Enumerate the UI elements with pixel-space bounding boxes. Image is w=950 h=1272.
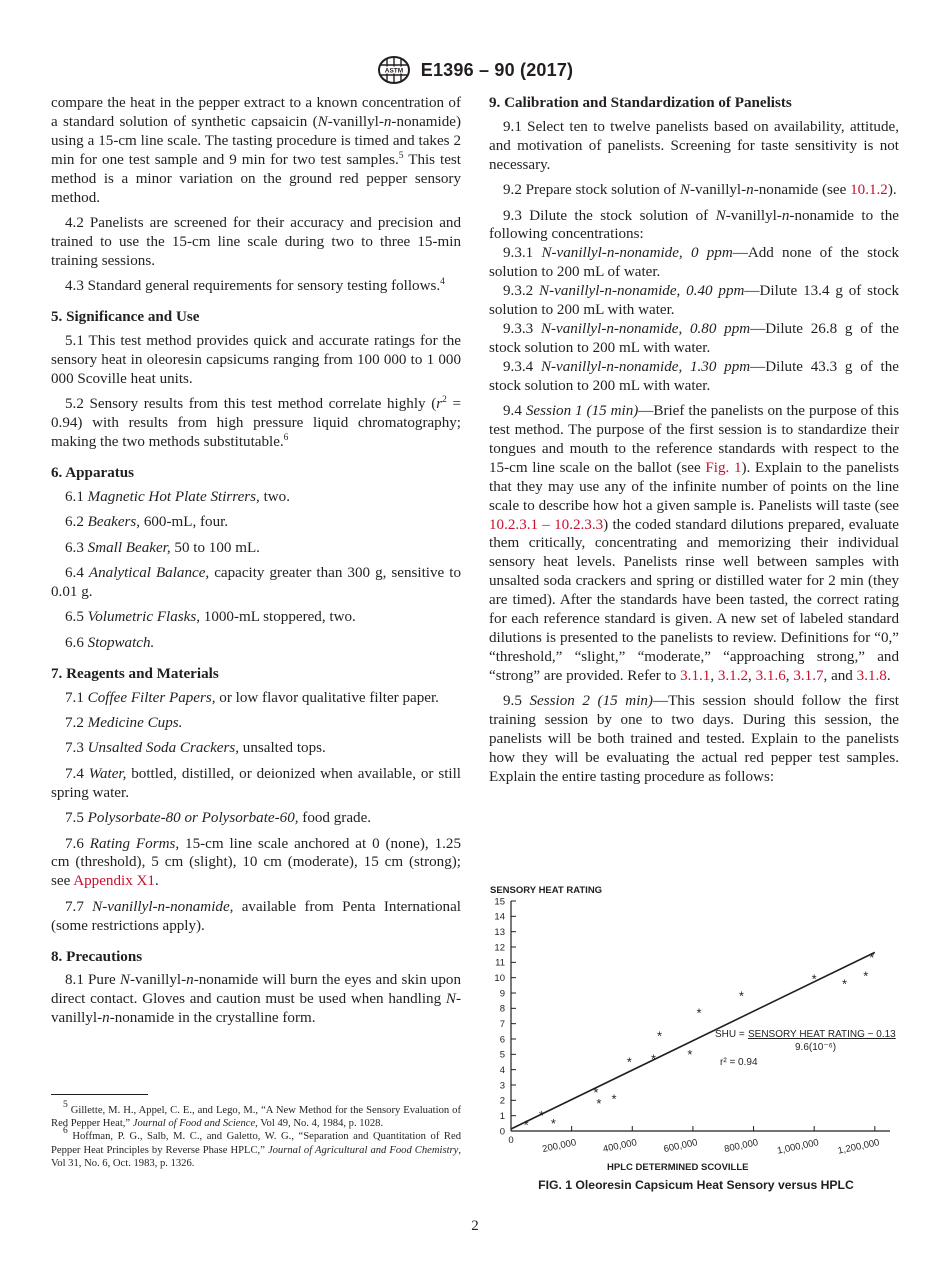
r-squared-label: r² = 0.94 — [720, 1057, 758, 1068]
ref-10-1-2-link[interactable]: 10.1.2 — [850, 182, 888, 199]
data-point: * — [657, 1028, 663, 1044]
y-tick-label: 11 — [495, 957, 505, 969]
reagent-item: 7.1 Coffee Filter Papers, or low flavor qualitative filter paper. — [65, 689, 439, 706]
paragraph-9-1: 9.1 Select ten to twelve panelists based on availability, attitude, and motivation of panelists. Screening for taste sensitivity is not necessary. — [489, 118, 899, 173]
paragraph-5-1: 5.1 This test method provides quick and accurate ratings for the sensory heat in oleoresin capsicums ranging from 100 000 to 1 000 000 Scoville heat units. — [51, 332, 461, 387]
y-tick-label: 6 — [499, 1034, 505, 1046]
reagent-item: 7.5 Polysorbate-80 or Polysorbate-60, food grade. — [65, 810, 372, 827]
data-point: * — [841, 976, 848, 992]
x-axis-label: HPLC DETERMINED SCOVILLE — [607, 1162, 749, 1173]
paragraph-4-2: 4.2 Panelists are screened for their accuracy and precision and trained to use the 15-cm line scale during two to three 15-min training sessions. — [51, 214, 461, 269]
x-tick-label: 600,000 — [662, 1137, 699, 1156]
figure-1-chart — [490, 880, 910, 1190]
apparatus-item: 6.6 Stopwatch. — [65, 634, 155, 651]
paragraph-9-3: 9.3 Dilute the stock solution of N-vanillyl-n-nonamide to the following concentrations: — [489, 207, 899, 243]
x-tick-label: 0 — [508, 1135, 514, 1146]
data-point: * — [869, 950, 875, 966]
paragraph-8-1: 8.1 Pure N-vanillyl-n-nonamide will burn the eyes and skin upon direct contact. Gloves and caution must be used when handling N-vanillyl-n-nonamide in the crystalline form. — [51, 972, 461, 1027]
regression-line — [511, 952, 875, 1129]
y-tick-label: 10 — [494, 972, 505, 984]
left-column — [51, 94, 461, 1035]
ref-3-1-1-link[interactable]: 3.1.1 — [680, 667, 711, 684]
footnote-divider — [51, 1094, 148, 1095]
y-tick-label: 12 — [494, 942, 505, 954]
section-9-heading: 9. Calibration and Standardization of Panelists — [489, 95, 792, 111]
fig-1-link[interactable]: Fig. 1 — [705, 459, 742, 476]
section-5-heading: 5. Significance and Use — [51, 309, 200, 326]
dilution-item: 9.3.1 N-vanillyl-n-nonamide, 0 ppm—Add none of the stock solution to 200 mL of water. — [489, 245, 899, 281]
appendix-x1-link[interactable]: Appendix X1 — [73, 873, 155, 890]
section-8-heading: 8. Precautions — [51, 948, 143, 965]
dilution-item: 9.3.4 N-vanillyl-n-nonamide, 1.30 ppm—Dilute 43.3 g of the stock solution to 200 mL with water. — [489, 358, 900, 394]
reagent-item: 7.4 Water, bottled, distilled, or deionized when available, or still spring water. — [51, 765, 461, 801]
reagent-item: 7.3 Unsalted Soda Crackers, unsalted tops. — [65, 740, 326, 757]
formula-denominator: 9.6(10⁻⁶) — [795, 1042, 837, 1053]
apparatus-item: 6.5 Volumetric Flasks, 1000-mL stoppered, two. — [65, 609, 356, 626]
data-point: * — [596, 1095, 602, 1111]
apparatus-item: 6.4 Analytical Balance, capacity greater than 300 g, sensitive to 0.01 g. — [51, 565, 461, 600]
x-tick-label: 200,000 — [541, 1137, 578, 1156]
section-7-heading: 7. Reagents and Materials — [51, 665, 219, 682]
data-point: * — [738, 988, 744, 1004]
y-tick-label: 9 — [499, 988, 505, 1000]
paragraph-9-4: 9.4 Session 1 (15 min)—Brief the panelists on the purpose of this test method. The purpose of the first session is to standardize their tongues and mouth to the reference standards with respect to the 15-cm line scale on the ballot (see Fig. 1). Explain to the panelists that they may use any of the infinite number of points on the line scale to describe how hot a given sample is. Panelists will taste (see 10.2.3.1 – 10.2.3.3) the coded standard dilutions prepared, evaluate them critically, concentrating and memorizing their individual sensory heat levels. Panelists rinse well between samples with unsalted soda crackers and spring or distilled water for 2 min (they are timed). After the standards have been tasted, the correct rating for each reference standard is given. A new set of labeled standard dilutions is presented to the panelists to review. Definitions for “0,” “threshold,” “slight,” “moderate,” “approaching strong,” and “strong” are provided. Refer to 3.1.1, 3.1.2, 3.1.6, 3.1.7, and 3.1.8. — [489, 403, 900, 684]
astm-logo-icon — [377, 55, 411, 85]
y-tick-label: 4 — [499, 1064, 505, 1076]
y-tick-label: 1 — [499, 1110, 505, 1122]
y-tick-label: 8 — [499, 1003, 505, 1015]
chart-title: SENSORY HEAT RATING — [490, 885, 603, 896]
y-tick-label: 14 — [494, 911, 505, 923]
dilution-item: 9.3.2 N-vanillyl-n-nonamide, 0.40 ppm—Dilute 13.4 g of stock solution to 200 mL with water. — [489, 283, 900, 319]
data-point: * — [523, 1117, 529, 1133]
ref-3-1-8-link[interactable]: 3.1.8 — [856, 667, 887, 684]
svg-text:ASTM: ASTM — [384, 67, 403, 75]
footnote-5: $^5$ Gillette, M. H., Appel, C. E., and Lego, M., “A New Method for the Sensory Evaluation of Red Pepper Heat,” Journal of Food and Science, Vol 49, No. 4, 1984, p. 1028. — [51, 1100, 461, 1130]
standard-number: E1396 – 90 (2017) — [420, 59, 574, 80]
ref-3-1-6-link[interactable]: 3.1.6 — [755, 667, 786, 684]
data-point: * — [863, 968, 869, 984]
data-point: * — [611, 1091, 617, 1107]
data-point: * — [696, 1005, 702, 1021]
footnote-6: $^6$ Hoffman, P. G., Salb, M. C., and Galetto, W. G., “Separation and Quantitation of Red Pepper Heat Principles by Reverse Phase HPLC,” Journal of Agricultural and Food Chemistry, Vol 31, No. 6, Oct. 1983, p. 1326. — [51, 1126, 461, 1169]
y-tick-label: 5 — [499, 1049, 505, 1061]
footnotes — [51, 1094, 461, 1170]
apparatus-item: 6.2 Beakers, 600-mL, four. — [65, 514, 229, 531]
x-tick-label: 400,000 — [602, 1137, 638, 1156]
formula-lhs: SHU = — [715, 1029, 745, 1040]
paragraph-4-3: 4.3 Standard general requirements for sensory testing follows.$^4$ — [65, 277, 445, 295]
x-tick-label: 1,200,000 — [836, 1137, 881, 1157]
paragraph-5-2: 5.2 Sensory results from this test method correlate highly $(r^2 = 0.94)$ with results from high pressure liquid chromatography; making the two methods substitutable.$^6$ — [51, 395, 461, 450]
data-point: * — [550, 1115, 556, 1131]
intro-paragraph: compare the heat in the pepper extract to a known concentration of a standard solution of synthetic capsaicin (N-vanillyl-n-nonamide) using a 15-cm line scale. The tasting procedure is timed and takes 2 min for one test sample and 9 min for two test samples.$^5$ This test method is a minor variation on the ground red pepper sensory method. — [51, 95, 461, 206]
data-point: * — [650, 1051, 657, 1067]
reagent-item: 7.7 N-vanillyl-n-nonamide, available from Penta International (some restrictions apply). — [51, 898, 461, 934]
x-tick-label: 800,000 — [723, 1137, 760, 1156]
section-6-heading: 6. Apparatus — [51, 464, 135, 481]
scatter-chart-svg — [490, 880, 910, 1180]
y-tick-label: 3 — [499, 1080, 505, 1092]
y-tick-label: 2 — [499, 1095, 505, 1107]
paragraph-9-5: 9.5 Session 2 (15 min)—This session should follow the first training session by one to two days. During this session, the panelists will be both trained and tested. Explain to the panelists how they will be evaluating the actual red pepper test samples. Explain the entire tasting procedure as follows: — [489, 693, 899, 785]
ref-3-1-7-link[interactable]: 3.1.7 — [793, 667, 824, 684]
paragraph-9-2: 9.2 Prepare stock solution of N-vanillyl-n-nonamide (see 10.1.2). — [503, 182, 897, 199]
right-column — [489, 94, 899, 793]
ref-3-1-2-link[interactable]: 3.1.2 — [717, 667, 749, 684]
data-point: * — [626, 1054, 632, 1070]
figure-caption: FIG. 1 Oleoresin Capsicum Heat Sensory versus HPLC — [538, 1178, 854, 1192]
data-point: * — [687, 1046, 693, 1062]
dilution-item: 9.3.3 N-vanillyl-n-nonamide, 0.80 ppm—Dilute 26.8 g of the stock solution to 200 mL with water. — [489, 320, 900, 356]
reagent-item-rating-forms: 7.6 Rating Forms, 15-cm line scale anchored at 0 (none), 1.25 cm (threshold), 5 cm (slight), 10 cm (moderate), 15 cm (strong); see Appendix X1. — [51, 835, 461, 890]
y-tick-label: 15 — [494, 896, 505, 908]
apparatus-item: 6.3 Small Beaker, 50 to 100 mL. — [65, 539, 260, 556]
y-tick-label: 0 — [499, 1126, 505, 1138]
page-header — [0, 55, 950, 85]
data-point: * — [593, 1085, 599, 1101]
x-tick-label: 1,000,000 — [776, 1137, 820, 1157]
reagent-item: 7.2 Medicine Cups. — [65, 714, 183, 731]
data-point: * — [538, 1108, 544, 1124]
page-number: 2 — [471, 1218, 479, 1234]
ref-10-2-3-link[interactable]: 10.2.3.1 – 10.2.3.3 — [489, 516, 604, 533]
apparatus-item: 6.1 Magnetic Hot Plate Stirrers, two. — [65, 488, 290, 505]
y-tick-label: 7 — [499, 1018, 505, 1030]
formula-numerator: SENSORY HEAT RATING − 0.13 — [748, 1029, 896, 1040]
data-point: * — [811, 971, 817, 987]
y-tick-label: 13 — [494, 926, 505, 938]
